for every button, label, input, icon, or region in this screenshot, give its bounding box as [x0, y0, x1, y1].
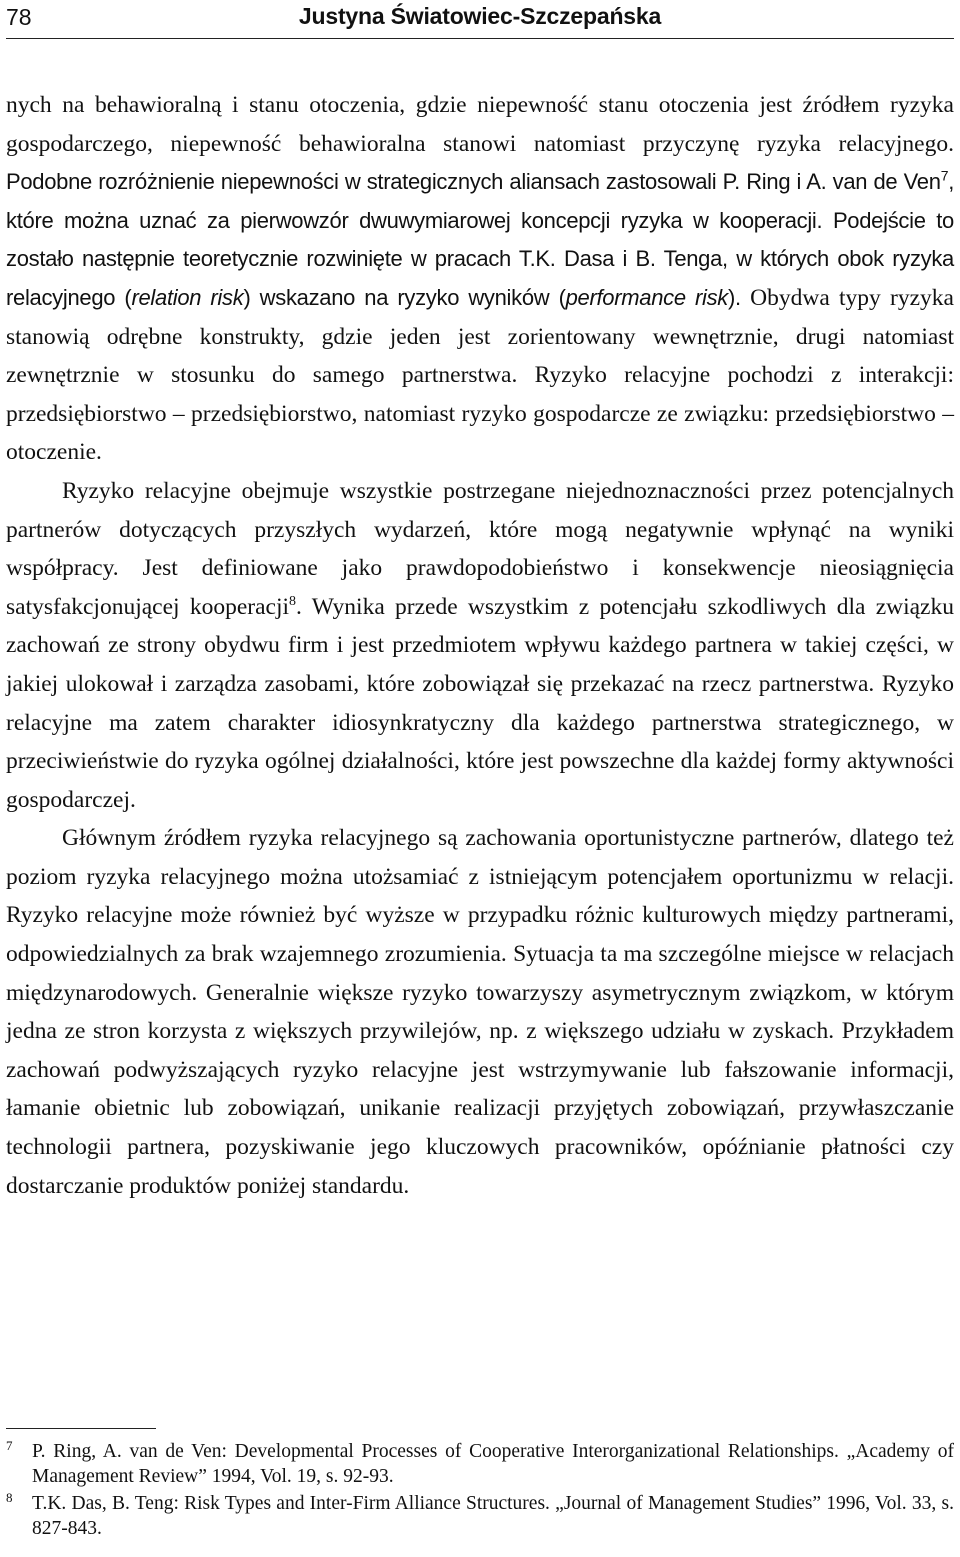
p2-text-a: Ryzyko relacyjne obejmuje wszystkie postrzegane niejednoznaczności przez potencjalnych partnerów dotyczących przyszłych wydarzeń, które mogą negatywnie wpłynąć na wyniki współpracy. Jest definiowane jako prawdopodobieństwo i konsekwencje nieosiągnięcia satysfakcjonującej kooperacji	[6, 477, 954, 620]
paragraph-2	[6, 472, 954, 819]
footnote-number: 7	[6, 1438, 13, 1453]
p1-sentence-5: Obydwa typy ryzyka stanowią odrębne konstrukty, gdzie jeden jest zorientowany wewnętrznie, drugi natomiast zewnętrznie w stosunku do samego partnerstwa. Ryzyko relacyjne pochodzi z interakcji: przedsiębiorstwo – przedsiębiorstwo, natomiast ryzyko gospodarcze ze związku: przedsiębiorstwo – otoczenie.	[6, 284, 954, 466]
p1-em-relation-risk: relation risk	[131, 284, 244, 310]
footnote-separator	[6, 1428, 156, 1429]
p1-em-performance-risk: performance risk	[565, 284, 729, 310]
paragraph-1	[6, 86, 954, 472]
page-header	[6, 0, 954, 39]
footnote-8	[6, 1492, 954, 1541]
p1-sentence-1: nych na behawioralną i stanu otoczenia, gdzie niepewność stanu otoczenia jest źródłem ryzyka gospodarczego, niepewność behawioralna stanowi natomiast przyczynę ryzyka relacyjnego.	[6, 92, 954, 157]
footnote-text: T.K. Das, B. Teng: Risk Types and Inter-Firm Alliance Structures. „Journal of Management Studies” 1996, Vol. 33, s. 827-843.	[32, 1493, 954, 1539]
footnote-number: 8	[6, 1490, 13, 1505]
footnote-7	[6, 1440, 954, 1489]
footnotes	[6, 1440, 954, 1544]
page-number: 78	[6, 4, 32, 30]
body-text	[6, 86, 954, 1205]
footnote-ref-8[interactable]: 8	[289, 593, 297, 609]
paragraph-3: Głównym źródłem ryzyka relacyjnego są zachowania oportunistyczne partnerów, dlatego też poziom ryzyka relacyjnego można utożsamiać z istniejącym potencjałem oportunizmu w relacji. Ryzyko relacyjne może również być wyższe w przypadku różnic kulturowych między partnerami, odpowiedzialnych za brak wzajemnego zrozumienia. Sytuacja ta ma szczególne miejsce w relacjach międzynarodowych. Generalnie większe ryzyko towarzyszy asymetrycznym związkom, w którym jedna ze stron korzysta z większych przywilejów, np. z większego udziału w zyskach. Przykładem zachowań podwyższających ryzyko relacyjne jest wstrzymywanie lub fałszowanie informacji, łamanie obietnic lub zobowiązań, unikanie realizacji przyjętych zobowiązań, przywłaszczanie technologii partnera, pozyskiwanie jego kluczowych pracowników, opóźnianie płatności czy dostarczanie produktów poniżej standardu.	[6, 825, 954, 1199]
p1-sentence-4: Podejście to zostało następnie teoretycznie rozwinięte w pracach T.K. Dasa i B. Tenga, w których obok ryzyka relacyjnego (	[6, 207, 954, 310]
p1-sentence-2-text: Podobne rozróżnienie niepewności w strategicznych aliansach zastosowali P. Ring i A. van de Ven	[6, 169, 941, 195]
footnote-ref-7[interactable]: 7	[940, 167, 949, 184]
footnote-text: P. Ring, A. van de Ven: Developmental Processes of Cooperative Interorganizational Relationships. „Academy of Management Review” 1994, Vol. 19, s. 92-93.	[32, 1441, 954, 1487]
p2-text-b: . Wynika przede wszystkim z potencjału szkodliwych dla związku zachowań ze strony obydwu firm i jest przedmiotem wpływu każdego partnera w takiej części, w jakiej ulokował i zarządza zasobami, które zobowiązał się przekazać na rzecz partnerstwa. Ryzyko relacyjne ma zatem charakter idiosynkratyczny dla każdego partnerstwa strategicznego, w przeciwieństwie do ryzyka ogólnej działalności, które jest powszechne dla każdej formy aktywności gospodarczej.	[6, 593, 954, 813]
p1-sentence-3: , które można uznać za pierwowzór dwuwymiarowej koncepcji ryzyka w kooperacji.	[6, 169, 954, 233]
p1-sentence-4c: ).	[728, 284, 741, 310]
running-head-author: Justyna Światowiec-Szczepańska	[298, 3, 662, 29]
p1-sentence-4b: ) wskazano na ryzyko wyników (	[243, 284, 566, 310]
